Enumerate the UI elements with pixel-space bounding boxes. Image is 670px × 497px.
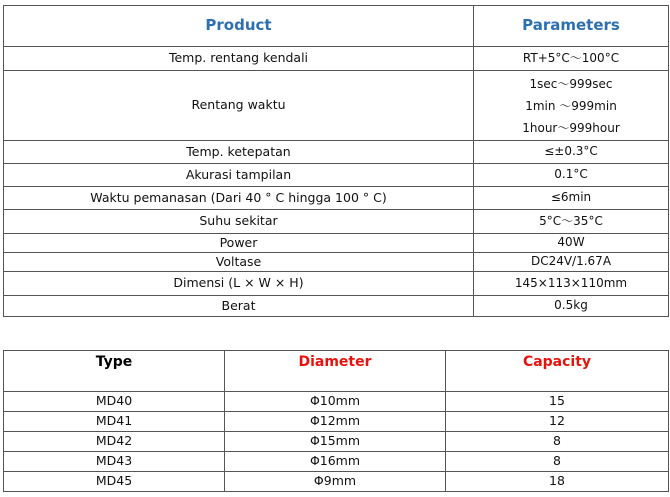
spec-value: 0.1°C [474,164,669,187]
spec-label: Akurasi tampilan [4,164,474,187]
spec-value-multiline [474,71,669,141]
spec-header-row [4,6,669,47]
model-diameter: Φ12mm [225,412,446,432]
model-diameter: Φ9mm [225,472,446,492]
model-row [4,412,669,432]
spec-label: Berat [4,296,474,317]
model-type: MD42 [4,432,225,452]
spec-label: Dimensi (L × W × H) [4,272,474,296]
model-table [3,350,669,492]
model-type: MD41 [4,412,225,432]
spec-label: Suhu sekitar [4,210,474,234]
spec-row [4,141,669,164]
header-diameter: Diameter [225,351,446,392]
spec-row [4,296,669,317]
time-range-hours: 1hour～999hour [522,120,620,135]
spec-value: 5°C～35°C [474,210,669,234]
model-diameter: Φ15mm [225,432,446,452]
spec-value: 0.5kg [474,296,669,317]
model-row [4,472,669,492]
header-capacity: Capacity [446,351,669,392]
spec-row [4,234,669,253]
spec-label: Power [4,234,474,253]
spec-value: ≤±0.3°C [474,141,669,164]
spec-value: 145×113×110mm [474,272,669,296]
model-diameter: Φ10mm [225,392,446,412]
model-header-row [4,351,669,392]
spec-row [4,47,669,71]
model-type: MD45 [4,472,225,492]
model-capacity: 12 [446,412,669,432]
model-capacity: 15 [446,392,669,412]
spec-label: Temp. rentang kendali [4,47,474,71]
model-row [4,432,669,452]
spec-row [4,164,669,187]
header-type: Type [4,351,225,392]
time-range-seconds: 1sec～999sec [529,76,613,91]
header-parameters: Parameters [474,6,669,47]
spec-row [4,210,669,234]
header-product: Product [4,6,474,47]
spec-label: Rentang waktu [4,71,474,141]
spec-value: ≤6min [474,187,669,210]
spec-label: Temp. ketepatan [4,141,474,164]
model-row [4,392,669,412]
spec-value: RT+5°C～100°C [474,47,669,71]
model-capacity: 18 [446,472,669,492]
model-type: MD40 [4,392,225,412]
time-range-minutes: 1min ～999min [525,98,617,113]
spec-label: Voltase [4,253,474,272]
spec-row [4,272,669,296]
spec-row [4,253,669,272]
model-capacity: 8 [446,432,669,452]
spec-row [4,71,669,141]
model-diameter: Φ16mm [225,452,446,472]
spec-value: 40W [474,234,669,253]
model-row [4,452,669,472]
model-capacity: 8 [446,452,669,472]
model-type: MD43 [4,452,225,472]
specification-table [3,5,669,317]
spec-value: DC24V/1.67A [474,253,669,272]
spec-label: Waktu pemanasan (Dari 40 ° C hingga 100 ° C) [4,187,474,210]
spec-row [4,187,669,210]
